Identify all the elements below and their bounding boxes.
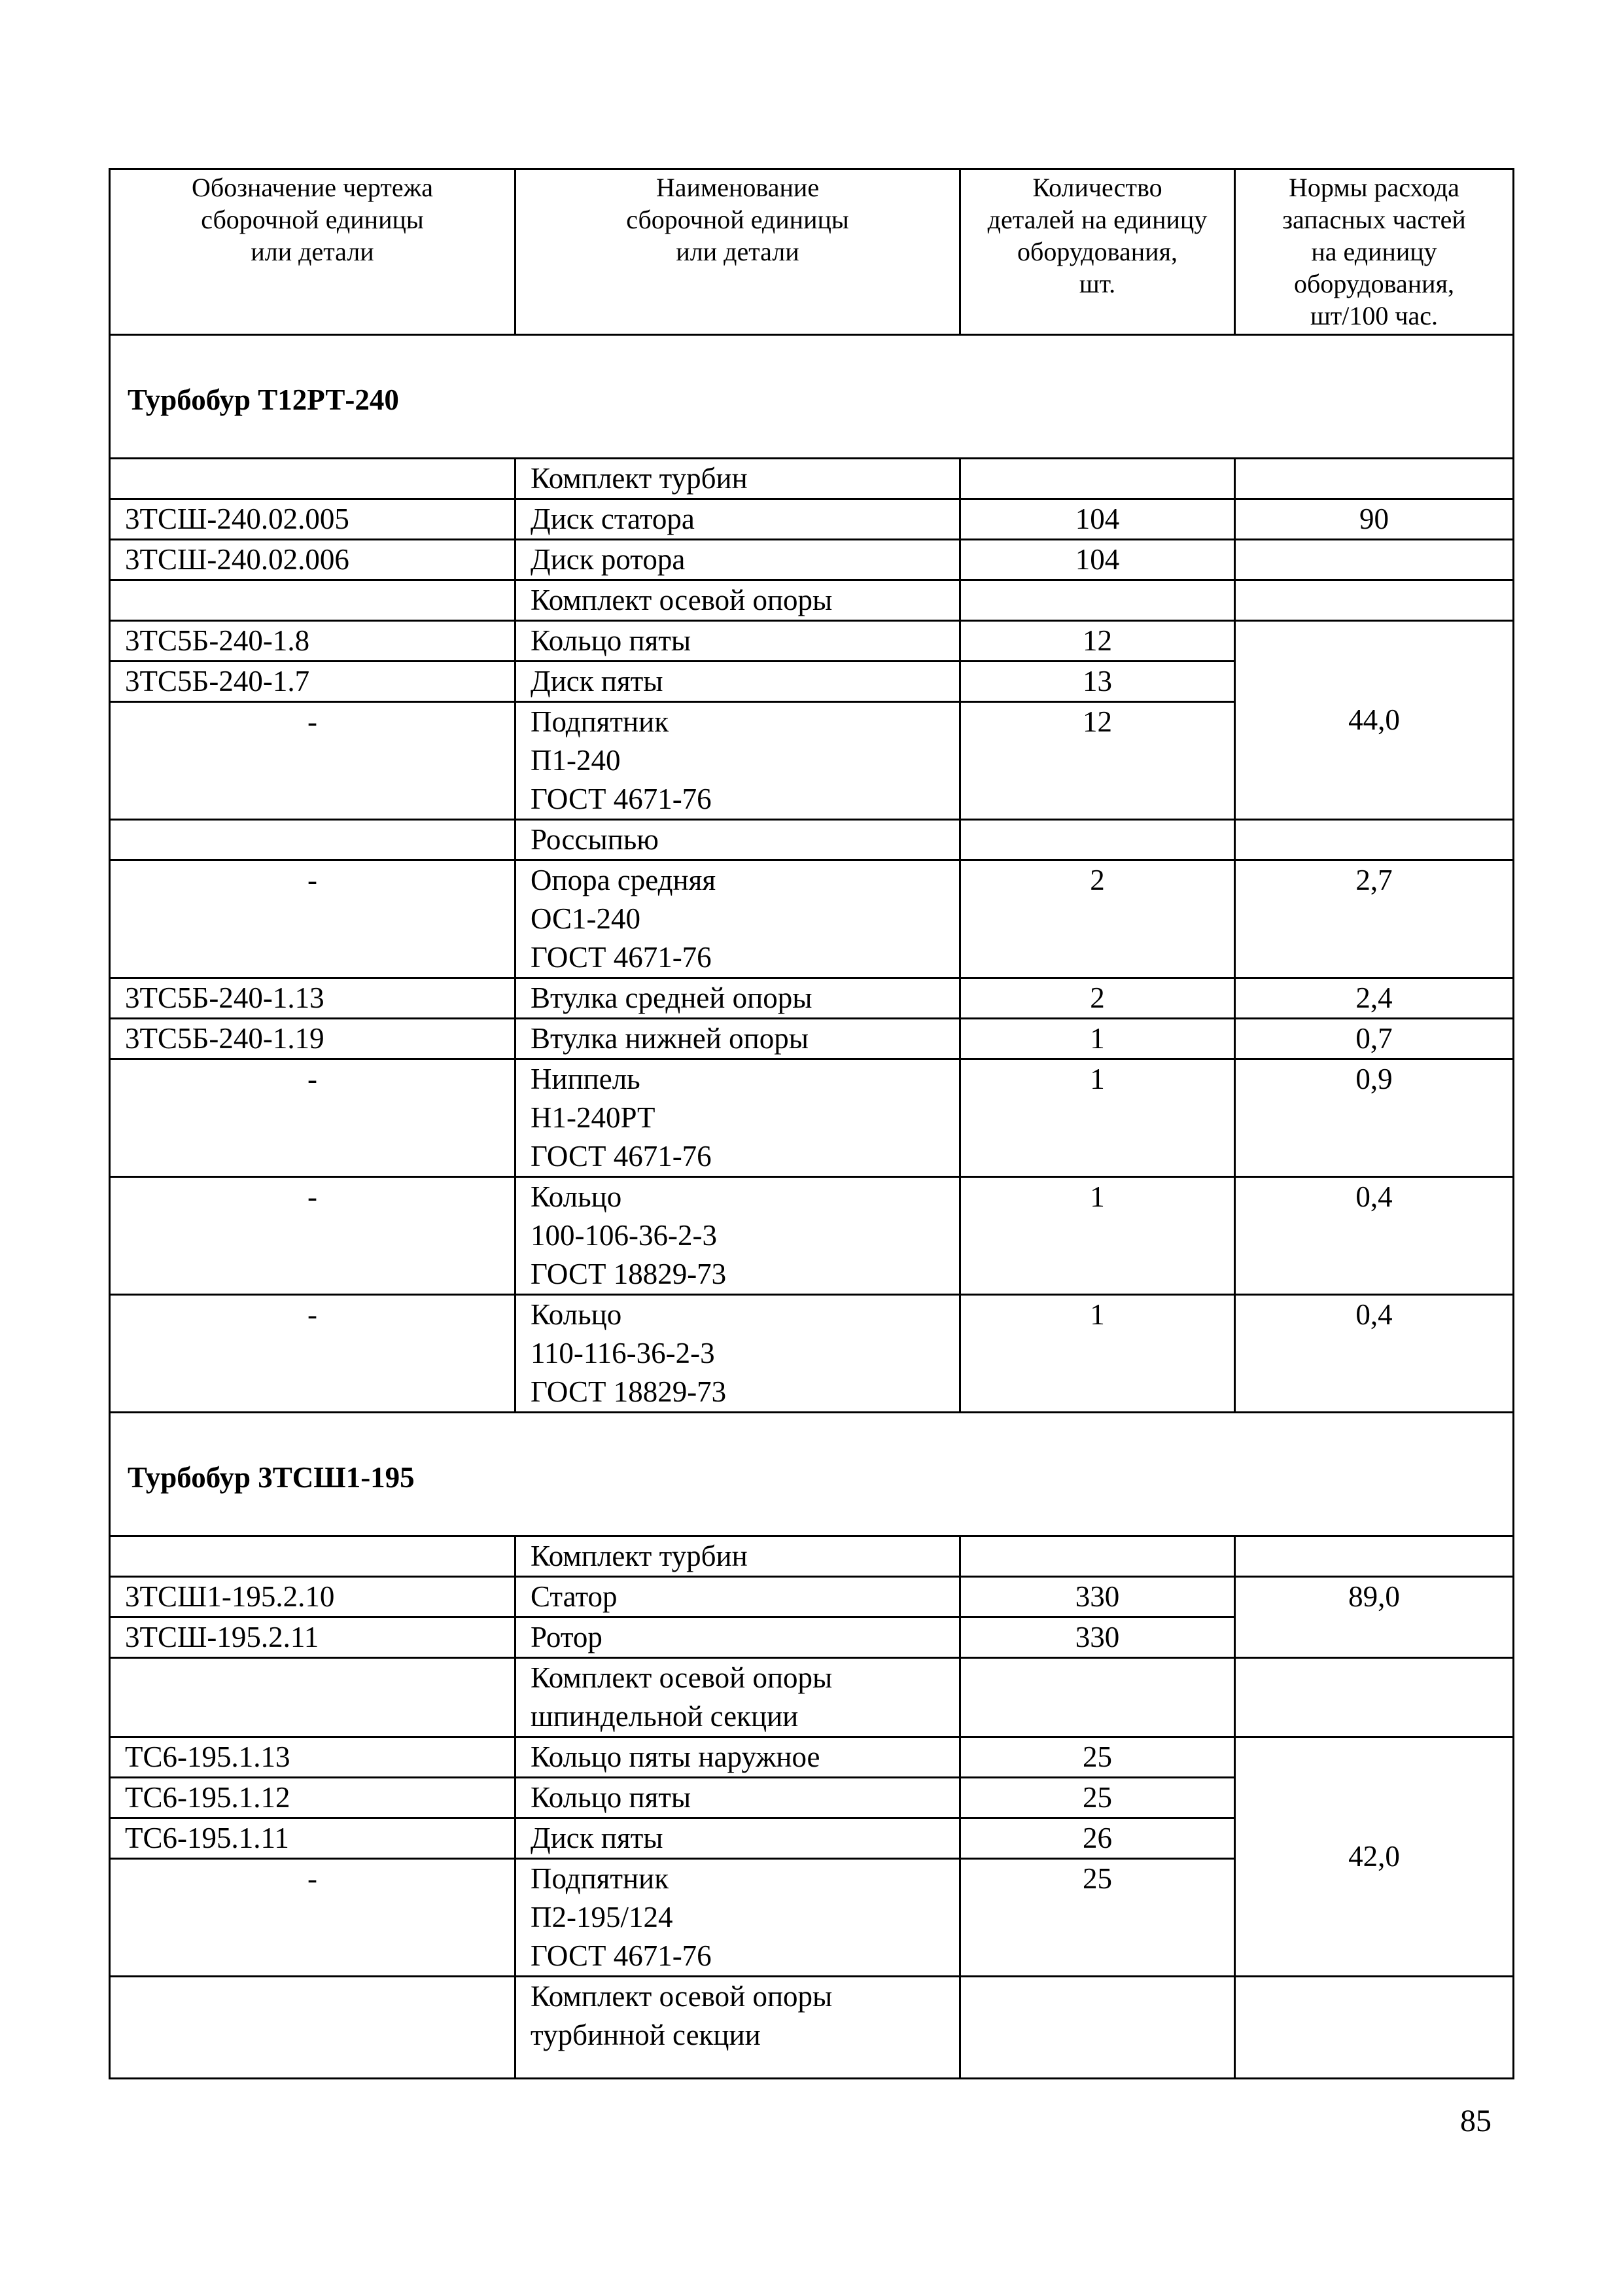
table-row <box>110 860 1514 978</box>
cell-norm: 0,7 <box>1235 1019 1514 1059</box>
cell-qty: 1 <box>960 1019 1235 1059</box>
cell-code: 3ТС5Б-240-1.19 <box>110 1019 515 1059</box>
cell-norm <box>1235 1658 1514 1737</box>
cell-name: Кольцо пяты <box>515 1778 960 1818</box>
cell-norm <box>1235 540 1514 580</box>
cell-code: 3ТС5Б-240-1.8 <box>110 621 515 662</box>
table-row <box>110 1536 1514 1577</box>
cell-qty: 104 <box>960 540 1235 580</box>
table-header-row <box>110 169 1514 335</box>
table-row <box>110 1737 1514 1778</box>
cell-code: ТС6-195.1.12 <box>110 1778 515 1818</box>
cell-qty <box>960 1977 1235 2079</box>
header-consumption-norm: Нормы расхода запасных частей на единицу оборудования, шт/100 час. <box>1235 169 1514 335</box>
page-number: 85 <box>1460 2104 1492 2138</box>
cell-code: - <box>110 1177 515 1295</box>
cell-qty: 25 <box>960 1859 1235 1977</box>
cell-code: 3ТСШ-240.02.005 <box>110 499 515 540</box>
table-row <box>110 459 1514 499</box>
cell-code: - <box>110 702 515 820</box>
cell-name: Комплект осевой опоры шпиндельной секции <box>515 1658 960 1737</box>
cell-qty <box>960 1658 1235 1737</box>
cell-code: ТС6-195.1.13 <box>110 1737 515 1778</box>
cell-norm <box>1235 459 1514 499</box>
cell-norm: 2,7 <box>1235 860 1514 978</box>
spare-parts-table <box>109 168 1514 2079</box>
table-row <box>110 1295 1514 1413</box>
table-row <box>110 1658 1514 1737</box>
cell-code: - <box>110 860 515 978</box>
cell-name: Диск пяты <box>515 1818 960 1859</box>
section-title-row <box>110 1413 1514 1536</box>
table-row <box>110 621 1514 662</box>
cell-qty: 12 <box>960 621 1235 662</box>
cell-name: Ниппель Н1-240РТ ГОСТ 4671-76 <box>515 1059 960 1177</box>
header-unit-name: Наименование сборочной единицы или детали <box>515 169 960 335</box>
cell-code: 3ТСШ-195.2.11 <box>110 1617 515 1658</box>
cell-qty: 13 <box>960 662 1235 702</box>
cell-qty: 330 <box>960 1577 1235 1617</box>
section-title: Турбобур 3ТСШ1-195 <box>110 1413 1514 1536</box>
cell-name: Диск статора <box>515 499 960 540</box>
cell-name: Кольцо 110-116-36-2-3 ГОСТ 18829-73 <box>515 1295 960 1413</box>
cell-norm <box>1235 1536 1514 1577</box>
cell-code: 3ТСШ1-195.2.10 <box>110 1577 515 1617</box>
header-parts-quantity: Количество деталей на единицу оборудования, шт. <box>960 169 1235 335</box>
cell-qty: 25 <box>960 1778 1235 1818</box>
cell-code <box>110 1658 515 1737</box>
cell-code <box>110 580 515 621</box>
table-row <box>110 978 1514 1019</box>
cell-qty: 1 <box>960 1295 1235 1413</box>
cell-norm: 0,4 <box>1235 1177 1514 1295</box>
table-row <box>110 580 1514 621</box>
section-title: Турбобур Т12РТ-240 <box>110 335 1514 459</box>
cell-name: Подпятник П1-240 ГОСТ 4671-76 <box>515 702 960 820</box>
table-row <box>110 1977 1514 2079</box>
cell-qty <box>960 459 1235 499</box>
cell-code: 3ТС5Б-240-1.7 <box>110 662 515 702</box>
cell-code <box>110 459 515 499</box>
cell-name: Статор <box>515 1577 960 1617</box>
cell-name: Диск пяты <box>515 662 960 702</box>
cell-name: Россыпью <box>515 820 960 860</box>
cell-code: 3ТСШ-240.02.006 <box>110 540 515 580</box>
cell-code: ТС6-195.1.11 <box>110 1818 515 1859</box>
cell-name: Втулка средней опоры <box>515 978 960 1019</box>
cell-qty: 12 <box>960 702 1235 820</box>
cell-name: Комплект турбин <box>515 459 960 499</box>
cell-name: Кольцо пяты <box>515 621 960 662</box>
cell-norm: 0,4 <box>1235 1295 1514 1413</box>
cell-qty <box>960 820 1235 860</box>
cell-qty: 2 <box>960 860 1235 978</box>
cell-qty: 2 <box>960 978 1235 1019</box>
header-drawing-designation: Обозначение чертежа сборочной единицы или детали <box>110 169 515 335</box>
cell-norm: 2,4 <box>1235 978 1514 1019</box>
table-row <box>110 820 1514 860</box>
cell-code: - <box>110 1859 515 1977</box>
table-row <box>110 1019 1514 1059</box>
cell-code <box>110 1536 515 1577</box>
cell-qty: 26 <box>960 1818 1235 1859</box>
cell-qty: 104 <box>960 499 1235 540</box>
cell-qty: 330 <box>960 1617 1235 1658</box>
cell-name: Комплект турбин <box>515 1536 960 1577</box>
cell-name: Втулка нижней опоры <box>515 1019 960 1059</box>
table-row <box>110 1577 1514 1617</box>
cell-qty: 1 <box>960 1177 1235 1295</box>
cell-code <box>110 1977 515 2079</box>
cell-qty: 25 <box>960 1737 1235 1778</box>
cell-norm: 89,0 <box>1235 1577 1514 1658</box>
cell-name: Подпятник П2-195/124 ГОСТ 4671-76 <box>515 1859 960 1977</box>
cell-norm <box>1235 580 1514 621</box>
cell-qty: 1 <box>960 1059 1235 1177</box>
cell-name: Ротор <box>515 1617 960 1658</box>
table-row <box>110 499 1514 540</box>
cell-code: 3ТС5Б-240-1.13 <box>110 978 515 1019</box>
table-row <box>110 1177 1514 1295</box>
cell-norm: 0,9 <box>1235 1059 1514 1177</box>
cell-qty <box>960 1536 1235 1577</box>
cell-name: Кольцо пяты наружное <box>515 1737 960 1778</box>
cell-norm: 90 <box>1235 499 1514 540</box>
cell-code: - <box>110 1295 515 1413</box>
cell-qty <box>960 580 1235 621</box>
cell-norm: 44,0 <box>1235 621 1514 820</box>
cell-name: Комплект осевой опоры турбинной секции <box>515 1977 960 2079</box>
cell-code: - <box>110 1059 515 1177</box>
table-row <box>110 540 1514 580</box>
cell-norm: 42,0 <box>1235 1737 1514 1977</box>
cell-name: Кольцо 100-106-36-2-3 ГОСТ 18829-73 <box>515 1177 960 1295</box>
cell-code <box>110 820 515 860</box>
cell-norm <box>1235 820 1514 860</box>
table-row <box>110 1059 1514 1177</box>
cell-name: Комплект осевой опоры <box>515 580 960 621</box>
section-title-row <box>110 335 1514 459</box>
cell-norm <box>1235 1977 1514 2079</box>
cell-name: Опора средняя ОС1-240 ГОСТ 4671-76 <box>515 860 960 978</box>
cell-name: Диск ротора <box>515 540 960 580</box>
